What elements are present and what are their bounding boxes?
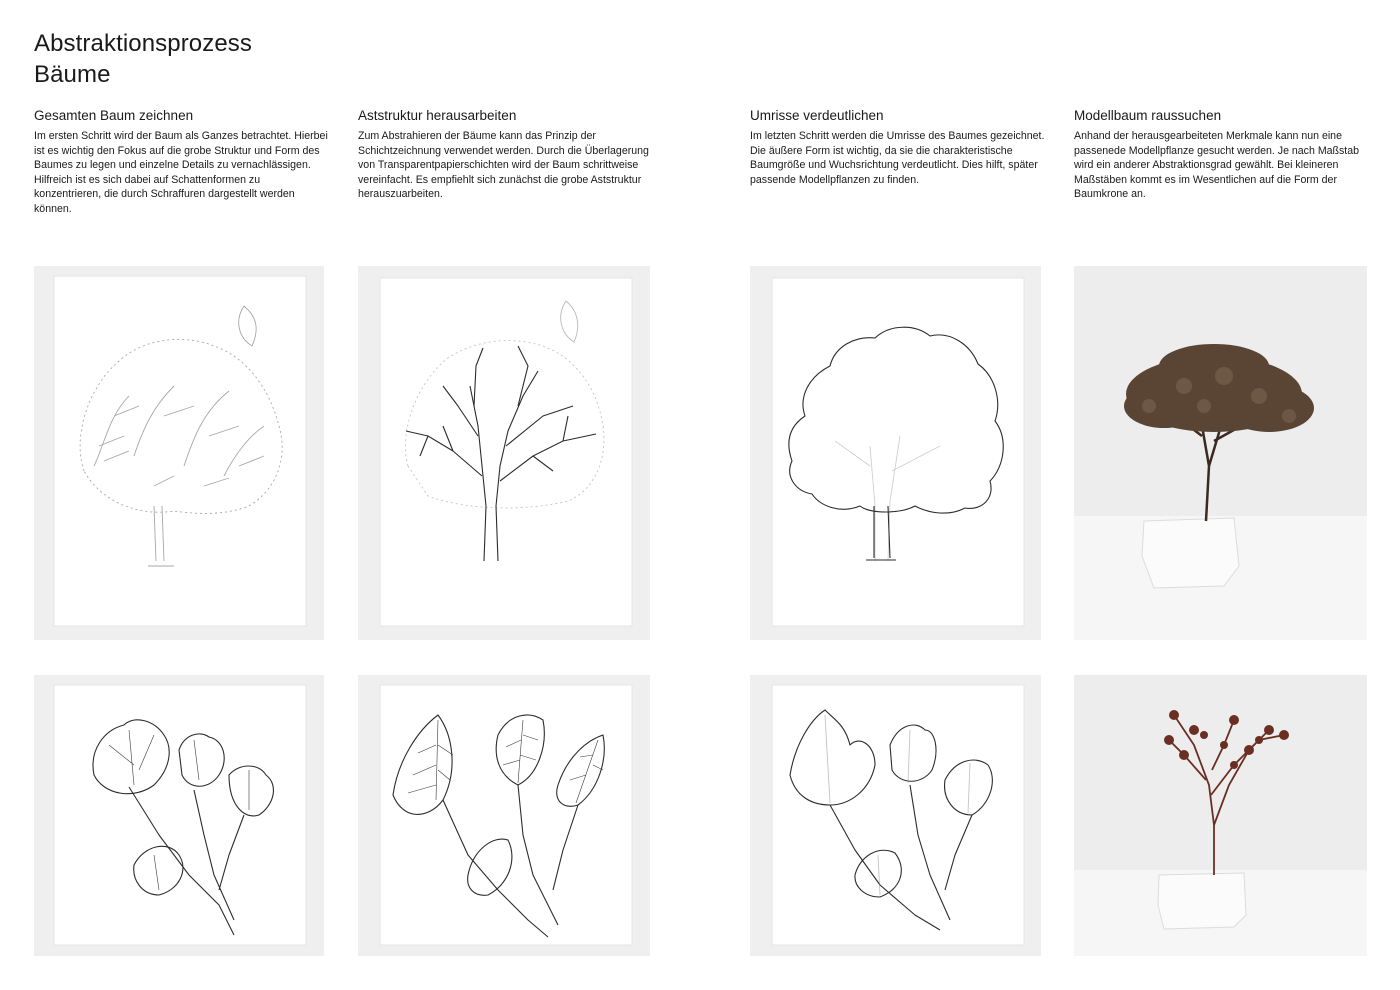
tree-outline-image <box>750 266 1041 640</box>
step-1-description: Im ersten Schritt wird der Baum als Ganzes betrachtet. Hierbei ist es wichtig den Fokus auf die grobe Struktur und Form des Baumes zu legen und einzelne Details zu vernachlässigen. Hilfreich ist es sich dabei auf Schattenformen zu konzentrieren, die durch Schraffuren dargestellt werden können. <box>34 130 328 215</box>
step-3-text <box>750 107 1045 187</box>
step-1-text <box>34 107 329 217</box>
step-4-text <box>1074 107 1370 202</box>
title-line-1: Abstraktionsprozess <box>34 30 252 57</box>
step-4-heading: Modellbaum raussuchen <box>1074 108 1222 123</box>
page-title <box>34 28 252 90</box>
step-3-description: Im letzten Schritt werden die Umrisse des Baumes gezeichnet. Die äußere Form ist wichtig, da sie die charakteristische Baumgröße und Wuchsrichtung verdeutlicht. Dies hilft, später passende Modellpflanzen zu finden. <box>750 130 1045 186</box>
leaf-drawing-image <box>34 675 324 956</box>
step-2-description: Zum Abstrahieren der Bäume kann das Prinzip der Schichtzeichnung verwendet werden. Durch die Überlagerung von Transparentpapierschichten wird der Baum schrittweise vereinfacht. Es empfiehlt sich zunächst die grobe Aststruktur herauszuarbeiten. <box>358 130 649 201</box>
step-4-description: Anhand der herausgearbeiteten Merkmale kann nun eine passenede Modellpflanze gesucht werden. Je nach Maßstab wird ein anderer Abstraktionsgrad gewählt. Bei kleineren Maßstäben kommt es im Wesentlichen auf die Form der Baumkrone an. <box>1074 130 1360 201</box>
step-2-text <box>358 107 653 202</box>
step-1-heading: Gesamten Baum zeichnen <box>34 108 194 123</box>
step-3-heading: Umrisse verdeutlichen <box>750 108 884 123</box>
tree-branch-structure-image <box>358 266 650 640</box>
tree-pencil-sketch-image <box>34 266 324 640</box>
step-2-heading: Aststruktur herausarbeiten <box>358 108 517 123</box>
model-tree-photo <box>1074 266 1367 640</box>
title-line-2: Bäume <box>34 61 111 88</box>
leaf-structure-image <box>358 675 650 956</box>
model-twig-photo <box>1074 675 1367 956</box>
leaf-outline-image <box>750 675 1041 956</box>
